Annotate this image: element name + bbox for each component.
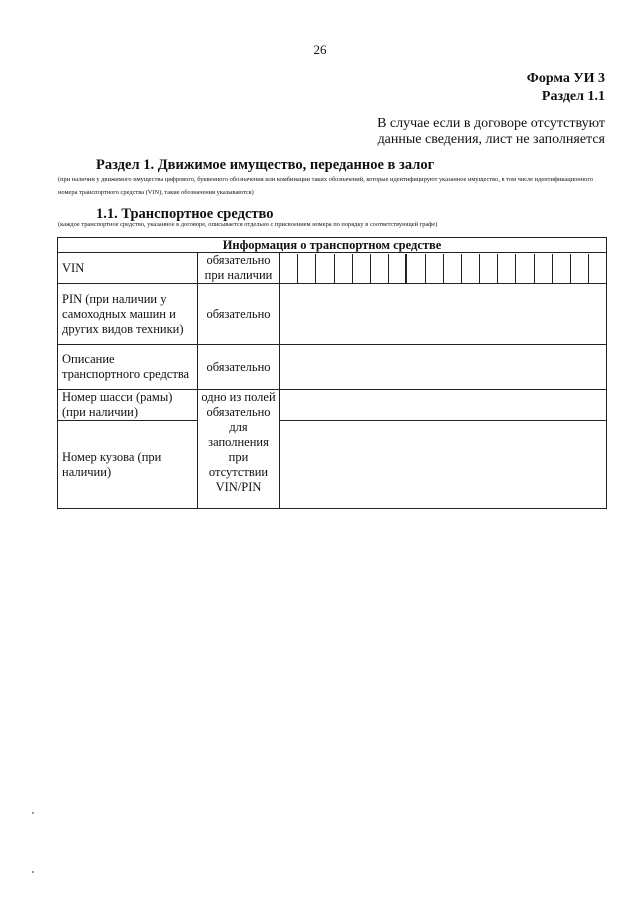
table-header: Информация о транспортном средстве bbox=[58, 238, 607, 253]
form-section: Раздел 1.1 bbox=[541, 89, 605, 104]
scan-speck bbox=[32, 812, 34, 814]
row-label-chassis: Номер шасси (рамы) (при наличии) bbox=[58, 390, 198, 421]
scan-speck bbox=[32, 871, 34, 873]
row-requirement-pin: обязательно bbox=[198, 284, 280, 345]
section-title: Раздел 1. Движимое имущество, переданное в залог bbox=[96, 157, 435, 173]
empty-note-line-2: данные сведения, лист не заполняется bbox=[377, 132, 605, 147]
vin-char-cell[interactable] bbox=[407, 254, 425, 283]
vin-char-cell[interactable] bbox=[480, 254, 498, 283]
row-label-body: Номер кузова (при наличии) bbox=[58, 421, 198, 509]
row-requirement-chassis-body: одно из полей обязательно для заполнения при отсутствии VIN/PIN bbox=[198, 390, 280, 509]
empty-note bbox=[377, 116, 605, 148]
vin-char-cell[interactable] bbox=[516, 254, 534, 283]
vin-char-cell[interactable] bbox=[335, 254, 353, 283]
vin-char-cell[interactable] bbox=[371, 254, 389, 283]
row-requirement-vin: обязательно при наличии bbox=[198, 253, 280, 284]
form-title-block bbox=[527, 70, 605, 106]
body-number-input-field[interactable] bbox=[280, 421, 607, 509]
vin-char-cell[interactable] bbox=[389, 254, 407, 283]
vin-char-cell[interactable] bbox=[298, 254, 316, 283]
vin-char-cell[interactable] bbox=[353, 254, 371, 283]
row-label-description: Описание транспортного средства bbox=[58, 345, 198, 390]
description-input-field[interactable] bbox=[280, 345, 607, 390]
vin-input-cells[interactable] bbox=[280, 253, 607, 284]
vin-char-cell[interactable] bbox=[426, 254, 444, 283]
vin-char-cell[interactable] bbox=[535, 254, 553, 283]
vin-char-cell[interactable] bbox=[316, 254, 334, 283]
vin-char-cell[interactable] bbox=[571, 254, 589, 283]
subsection-subtitle: (каждое транспортное средство, указанное в договоре, описывается отдельно с присвоением номера по порядку в соответствующей графе) bbox=[58, 221, 438, 228]
row-requirement-description: обязательно bbox=[198, 345, 280, 390]
vin-char-cell[interactable] bbox=[280, 254, 298, 283]
form-title: Форма УИ 3 bbox=[526, 71, 605, 86]
row-label-vin: VIN bbox=[58, 253, 198, 284]
chassis-input-field[interactable] bbox=[280, 390, 607, 421]
vin-char-cell[interactable] bbox=[553, 254, 571, 283]
vin-spacer bbox=[589, 254, 606, 283]
subsection-title: 1.1. Транспортное средство bbox=[96, 206, 274, 222]
page-number: 26 bbox=[313, 42, 327, 57]
vin-char-cell[interactable] bbox=[444, 254, 462, 283]
section-subtitle: (при наличии у движимого имущества цифрового, буквенного обозначения или комбинации таких обозначений, которые идентифицируют указанное имущество, в том числе идентификационного номера транспортного средства (VIN), такие обозначения указываются) bbox=[58, 176, 593, 196]
row-label-pin: PIN (при наличии у самоходных машин и других видов техники) bbox=[58, 284, 198, 345]
vin-char-cell[interactable] bbox=[498, 254, 516, 283]
empty-note-line-1: В случае если в договоре отсутствуют bbox=[377, 116, 605, 131]
vehicle-info-table bbox=[57, 237, 607, 509]
pin-input-field[interactable] bbox=[280, 284, 607, 345]
vin-char-cell[interactable] bbox=[462, 254, 480, 283]
